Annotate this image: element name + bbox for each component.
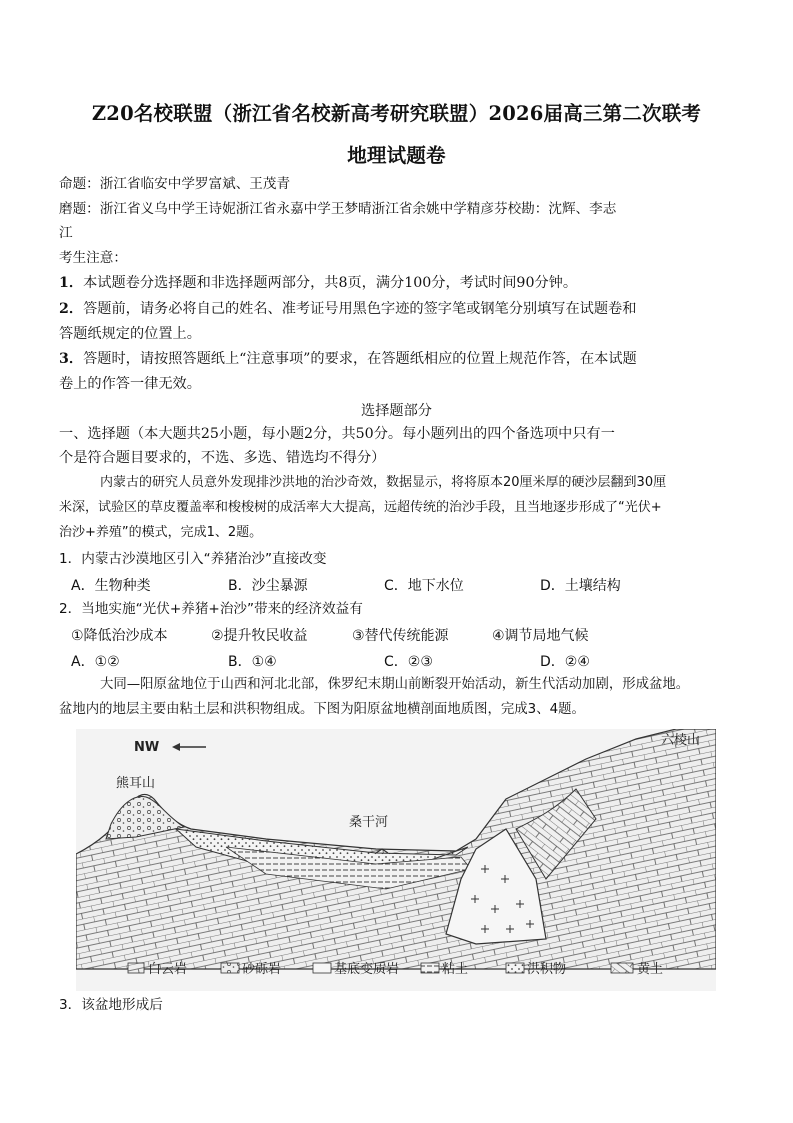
notice-item-text: 本试题卷分选择题和非选择题两部分，共8页，满分100分，考试时间90分钟。 (83, 275, 578, 291)
q1-option-a[interactable]: A．生物种类 (71, 578, 151, 594)
notice-item-2 (59, 300, 636, 318)
q2-option-a[interactable]: A．①② (71, 654, 120, 670)
notice-item-2-cont: 答题纸规定的位置上。 (59, 326, 201, 342)
passage-1-line-2: 米深，试验区的草皮覆盖率和梭梭树的成活率大大提高，远超传统的治沙手段，且当地逐步形成了“光伏+ (59, 500, 662, 515)
legend-alluvial: 洪积物 (527, 962, 567, 977)
question-1-stem: 1．内蒙古沙漠地区引入“养猪治沙”直接改变 (59, 551, 327, 567)
legend-clay: 粘土 (442, 962, 469, 977)
review-credit: 磨题：浙江省义乌中学王诗妮浙江省永嘉中学王梦晴浙江省余姚中学精彦芬校勘：沈辉、李志 (59, 201, 617, 217)
q2-option-c[interactable]: C．②③ (384, 654, 433, 670)
legend-swatch-sandstone (221, 963, 239, 973)
q2-statement-3: ③替代传统能源 (352, 628, 449, 644)
passage-1-line-1: 内蒙古的研究人员意外发现排沙洪地的治沙奇效，数据显示，将将原本20厘米厚的硬沙层翻到30厘 (100, 475, 667, 490)
section-intro-cont: 个是符合题目要求的，不选、多选、错选均不得分） (59, 450, 386, 466)
notice-heading: 考生注意： (59, 250, 127, 266)
q1-option-d[interactable]: D．土壤结构 (540, 578, 621, 594)
legend-swatch-basement (313, 963, 331, 973)
section-heading: 选择题部分 (361, 403, 432, 419)
q1-option-b[interactable]: B．沙尘暴源 (228, 578, 308, 594)
sanggan-river-label: 桑干河 (349, 815, 389, 830)
legend-swatch-alluvial (506, 963, 524, 973)
exam-title: Z20名校联盟（浙江省名校新高考研究联盟）2026届高三第二次联考 (91, 102, 702, 125)
notice-item-3 (59, 350, 637, 368)
notice-item-text: 答题前，请务必将自己的姓名、准考证号用黑色字迹的签字笔或钢笔分别填写在试题卷和 (83, 301, 637, 317)
legend-dolomite: 白云岩 (148, 962, 188, 977)
legend-basement: 基底变质岩 (334, 962, 400, 977)
notice-item-1 (59, 274, 577, 292)
q2-option-b[interactable]: B．①④ (228, 654, 277, 670)
section-intro: 一、选择题（本大题共25小题，每小题2分，共50分。每小题列出的四个备选项中只有一 (59, 426, 615, 442)
legend-loess: 黄土 (637, 962, 664, 977)
geologic-cross-section (76, 729, 716, 991)
notice-item-number: 3． (59, 351, 84, 367)
liuling-mountain-label: 六棱山 (661, 733, 701, 748)
q2-statement-4: ④调节局地气候 (492, 628, 589, 644)
legend-swatch-dolomite (128, 963, 144, 973)
passage-1-line-3: 治沙+养殖”的模式，完成1、2题。 (59, 525, 263, 540)
question-3-stem: 3．该盆地形成后 (59, 997, 163, 1013)
passage-2-line-2: 盆地内的地层主要由粘土层和洪积物组成。下图为阳原盆地横剖面地质图，完成3、4题。 (59, 702, 585, 717)
q2-statement-1: ①降低治沙成本 (71, 628, 168, 644)
direction-label: NW (134, 740, 160, 755)
legend-sandstone: 砂砾岩 (242, 962, 282, 977)
review-credit-cont: 江 (59, 225, 73, 241)
notice-item-number: 2． (59, 301, 84, 317)
notice-item-3-cont: 卷上的作答一律无效。 (59, 376, 201, 392)
legend-swatch-clay (421, 963, 439, 973)
legend-swatch-loess (611, 963, 633, 973)
notice-item-text: 答题时，请按照答题纸上“注意事项”的要求，在答题纸相应的位置上规范作答，在本试题 (83, 351, 637, 367)
q2-option-d[interactable]: D．②④ (540, 654, 590, 670)
xiong-er-mountain-label: 熊耳山 (116, 776, 156, 791)
passage-2-line-1: 大同—阳原盆地位于山西和河北北部，侏罗纪末期山前断裂开始活动，新生代活动加剧，形成盆地。 (100, 677, 690, 692)
author-credit: 命题：浙江省临安中学罗富斌、王茂青 (59, 176, 291, 192)
exam-subtitle: 地理试题卷 (347, 144, 446, 167)
q1-option-c[interactable]: C．地下水位 (384, 578, 464, 594)
question-2-stem: 2．当地实施“光伏+养猪+治沙”带来的经济效益有 (59, 601, 363, 617)
notice-item-number: 1． (59, 275, 84, 291)
q2-statement-2: ②提升牧民收益 (211, 628, 308, 644)
